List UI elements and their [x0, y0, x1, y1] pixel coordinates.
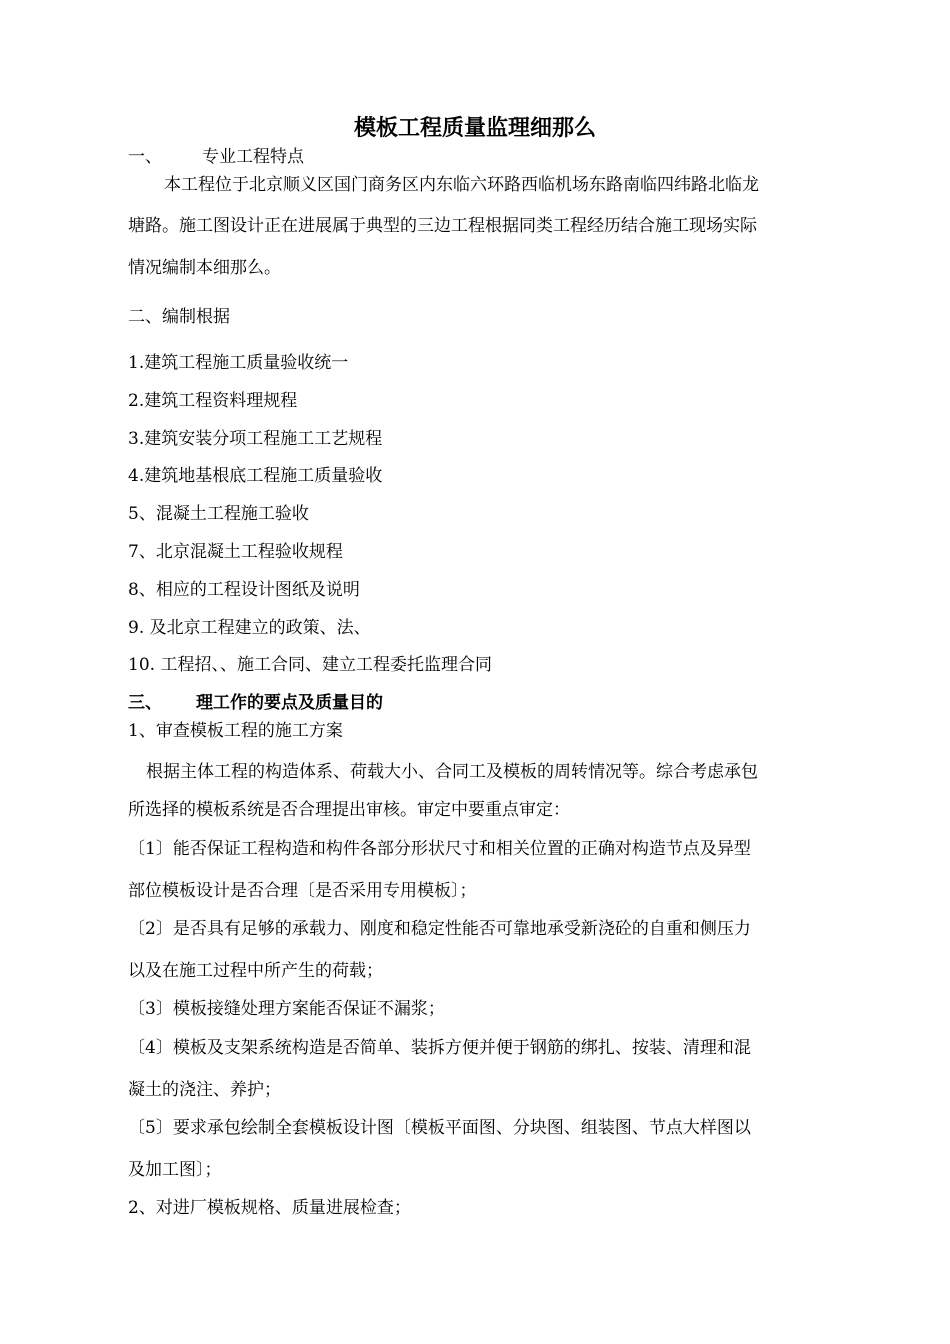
section-1-heading	[128, 146, 304, 168]
basis-item-1: 1.建筑工程施工质量验收统一	[128, 353, 349, 373]
point-2-line-1: 〔2〕是否具有足够的承载力、刚度和稳定性能否可靠地承受新浇砼的自重和侧压力	[128, 919, 751, 939]
paragraph-1-line-3: 情况编制本细那么。	[128, 258, 281, 278]
section-3-heading	[128, 692, 383, 714]
section-1-number: 一、	[128, 147, 162, 167]
item-1-heading: 1、审查模板工程的施工方案	[128, 721, 343, 741]
point-5-line-1: 〔5〕要求承包绘制全套模板设计图〔模板平面图、分块图、组装图、节点大样图以	[128, 1118, 751, 1138]
basis-item-5: 5、混凝土工程施工验收	[128, 504, 309, 524]
basis-item-2: 2.建筑工程资料理规程	[128, 391, 298, 411]
paragraph-1-line-2: 塘路。施工图设计正在进展属于典型的三边工程根据同类工程经历结合施工现场实际	[128, 216, 757, 236]
paragraph-1-line-1: 本工程位于北京顺义区国门商务区内东临六环路西临机场东路南临四纬路北临龙	[164, 175, 759, 195]
item-2-heading: 2、对进厂模板规格、质量进展检查；	[128, 1198, 411, 1218]
basis-item-9: 9. 及北京工程建立的政策、法、	[128, 618, 371, 638]
basis-item-3: 3.建筑安装分项工程施工工艺规程	[128, 429, 383, 449]
basis-item-4: 4.建筑地基根底工程施工质量验收	[128, 466, 383, 486]
basis-item-8: 8、相应的工程设计图纸及说明	[128, 580, 360, 600]
point-2-line-2: 以及在施工过程中所产生的荷载；	[128, 961, 383, 981]
point-1-line-1: 〔1〕能否保证工程构造和构件各部分形状尺寸和相关位置的正确对构造节点及异型	[128, 839, 751, 859]
basis-item-10: 10. 工程招、、施工合同、建立工程委托监理合同	[128, 655, 492, 675]
paragraph-2-line-1: 根据主体工程的构造体系、荷载大小、合同工及模板的周转情况等。综合考虑承包	[146, 762, 758, 782]
section-1-title: 专业工程特点	[202, 147, 304, 167]
paragraph-2-line-2: 所选择的模板系统是否合理提出审核。审定中要重点审定：	[128, 800, 570, 820]
point-5-line-2: 及加工图〕；	[128, 1160, 222, 1180]
point-3: 〔3〕模板接缝处理方案能否保证不漏浆；	[128, 999, 445, 1019]
point-1-line-2: 部位模板设计是否合理〔是否采用专用模板〕；	[128, 881, 477, 901]
section-3-number: 三、	[128, 693, 162, 713]
section-2-heading: 二、编制根据	[128, 307, 230, 327]
point-4-line-2: 凝土的浇注、养护；	[128, 1080, 281, 1100]
basis-item-7: 7、北京混凝土工程验收规程	[128, 542, 343, 562]
section-3-title: 理工作的要点及质量目的	[196, 693, 383, 713]
point-4-line-1: 〔4〕模板及支架系统构造是否简单、装拆方便并便于钢筋的绑扎、按装、清理和混	[128, 1038, 751, 1058]
document-title: 模板工程质量监理细那么	[353, 116, 596, 141]
